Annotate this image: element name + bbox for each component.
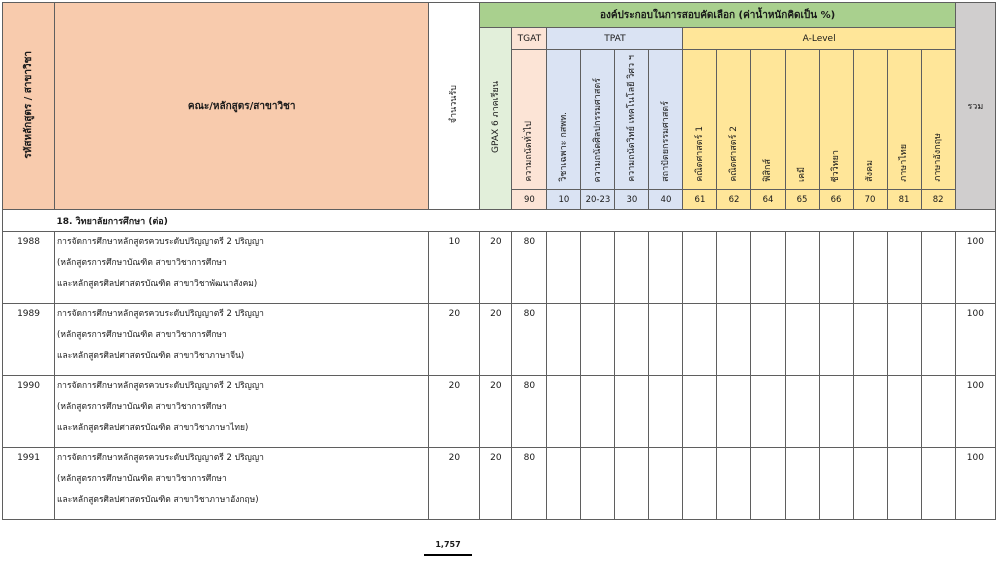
total-weight: 100 [955, 304, 995, 376]
admission-table [2, 2, 996, 520]
table-row [3, 232, 996, 304]
empty-weight-cell [615, 304, 649, 376]
subject-header: ภาษาไทย [887, 50, 921, 190]
empty-weight-cell [853, 376, 887, 448]
program-name-line: และหลักสูตรศิลปศาสตรบัณฑิต สาขาวิชาภาษาอังกฤษ) [57, 495, 259, 505]
empty-weight-cell [581, 376, 615, 448]
code-column-header: รหัสหลักสูตร / สาขาวิชา [3, 3, 55, 210]
intake-count: 20 [429, 448, 480, 520]
empty-weight-cell [649, 304, 683, 376]
program-name-line: (หลักสูตรการศึกษาบัณฑิต สาขาวิชาการศึกษา [57, 474, 227, 484]
total-weight: 100 [955, 448, 995, 520]
empty-weight-cell [615, 376, 649, 448]
empty-weight-cell [683, 304, 717, 376]
empty-weight-cell [547, 448, 581, 520]
empty-weight-cell [819, 376, 853, 448]
empty-weight-cell [887, 304, 921, 376]
components-header: องค์ประกอบในการสอบคัดเลือก (ค่าน้ำหนักคิดเป็น %) [480, 3, 955, 28]
empty-weight-cell [717, 376, 751, 448]
empty-weight-cell [853, 232, 887, 304]
program-name-line: การจัดการศึกษาหลักสูตรควบระดับปริญญาตรี 2 ปริญญา [57, 309, 264, 319]
intake-count: 20 [429, 376, 480, 448]
program-name-line: การจัดการศึกษาหลักสูตรควบระดับปริญญาตรี 2 ปริญญา [57, 237, 264, 247]
program-name-line: และหลักสูตรศิลปศาสตรบัณฑิต สาขาวิชาภาษาจีน) [57, 351, 245, 361]
total-column-header: รวม [955, 3, 995, 210]
empty-weight-cell [649, 376, 683, 448]
subject-code: 30 [615, 190, 649, 210]
empty-weight-cell [649, 232, 683, 304]
table-row [3, 448, 996, 520]
subject-code: 61 [683, 190, 717, 210]
empty-weight-cell [615, 448, 649, 520]
empty-weight-cell [921, 232, 955, 304]
program-name [55, 448, 429, 520]
empty-weight-cell [887, 448, 921, 520]
subject-header: ความถนัดศิลปกรรมศาสตร์ [581, 50, 615, 190]
empty-weight-cell [819, 304, 853, 376]
table-row [3, 304, 996, 376]
tgat-group-header: TGAT [512, 28, 547, 50]
tpat-group-header: TPAT [547, 28, 683, 50]
subject-code: 66 [819, 190, 853, 210]
tgat-weight: 80 [512, 376, 547, 448]
count-column-header: จำนวนรับ [429, 3, 480, 210]
program-code: 1990 [3, 376, 55, 448]
empty-weight-cell [887, 232, 921, 304]
empty-weight-cell [751, 304, 785, 376]
empty-weight-cell [547, 376, 581, 448]
empty-weight-cell [887, 376, 921, 448]
program-name [55, 232, 429, 304]
program-name-line: (หลักสูตรการศึกษาบัณฑิต สาขาวิชาการศึกษา [57, 330, 227, 340]
empty-weight-cell [547, 304, 581, 376]
empty-weight-cell [819, 232, 853, 304]
subject-code: 70 [853, 190, 887, 210]
gpax-weight: 20 [480, 448, 512, 520]
empty-weight-cell [921, 304, 955, 376]
empty-weight-cell [717, 304, 751, 376]
subject-code: 82 [921, 190, 955, 210]
empty-weight-cell [615, 232, 649, 304]
empty-weight-cell [921, 448, 955, 520]
program-name [55, 376, 429, 448]
gpax-weight: 20 [480, 304, 512, 376]
tgat-weight: 80 [512, 448, 547, 520]
empty-weight-cell [717, 232, 751, 304]
empty-weight-cell [785, 376, 819, 448]
gpax-weight: 20 [480, 376, 512, 448]
program-code: 1991 [3, 448, 55, 520]
subject-header: สังคม [853, 50, 887, 190]
gpax-column-header: GPAX 6 ภาคเรียน [480, 28, 512, 210]
subject-header: คณิตศาสตร์ 2 [717, 50, 751, 190]
subject-code: 62 [717, 190, 751, 210]
tgat-weight: 80 [512, 232, 547, 304]
subject-code: 64 [751, 190, 785, 210]
program-name-line: และหลักสูตรศิลปศาสตรบัณฑิต สาขาวิชาพัฒนาสังคม) [57, 279, 258, 289]
empty-weight-cell [547, 232, 581, 304]
total-weight: 100 [955, 232, 995, 304]
empty-weight-cell [683, 376, 717, 448]
subject-header: วิชาเฉพาะ กสพท. [547, 50, 581, 190]
empty-weight-cell [581, 232, 615, 304]
program-name-line: (หลักสูตรการศึกษาบัณฑิต สาขาวิชาการศึกษา [57, 402, 227, 412]
subject-code: 10 [547, 190, 581, 210]
empty-weight-cell [819, 448, 853, 520]
alevel-group-header: A-Level [683, 28, 955, 50]
program-code: 1988 [3, 232, 55, 304]
table-row [3, 376, 996, 448]
subject-code: 20-23 [581, 190, 615, 210]
program-name-line: การจัดการศึกษาหลักสูตรควบระดับปริญญาตรี 2 ปริญญา [57, 381, 264, 391]
empty-weight-cell [921, 376, 955, 448]
tgat-weight: 80 [512, 304, 547, 376]
subject-header: สถาปัตยกรรมศาสตร์ [649, 50, 683, 190]
section-title: 18. วิทยาลัยการศึกษา (ต่อ) [55, 210, 956, 232]
empty-weight-cell [683, 448, 717, 520]
empty-weight-cell [581, 304, 615, 376]
subject-code: 65 [785, 190, 819, 210]
subject-code: 81 [887, 190, 921, 210]
empty-weight-cell [751, 232, 785, 304]
subject-header: ความถนัดวิทย์ เทคโนโลยี วิศว ฯ [615, 50, 649, 190]
empty-weight-cell [649, 448, 683, 520]
empty-weight-cell [581, 448, 615, 520]
section-spacer [955, 210, 995, 232]
empty-weight-cell [785, 448, 819, 520]
subject-code: 90 [512, 190, 547, 210]
subject-header: ฟิสิกส์ [751, 50, 785, 190]
empty-weight-cell [751, 448, 785, 520]
program-name-line: (หลักสูตรการศึกษาบัณฑิต สาขาวิชาการศึกษา [57, 258, 227, 268]
empty-weight-cell [785, 304, 819, 376]
subject-header: คณิตศาสตร์ 1 [683, 50, 717, 190]
subject-header: ชีววิทยา [819, 50, 853, 190]
empty-weight-cell [785, 232, 819, 304]
total-weight: 100 [955, 376, 995, 448]
section-spacer [3, 210, 55, 232]
intake-count: 20 [429, 304, 480, 376]
subject-code: 40 [649, 190, 683, 210]
program-name [55, 304, 429, 376]
empty-weight-cell [751, 376, 785, 448]
program-name-line: การจัดการศึกษาหลักสูตรควบระดับปริญญาตรี 2 ปริญญา [57, 453, 264, 463]
empty-weight-cell [853, 448, 887, 520]
grand-total-underline [424, 554, 472, 556]
subject-header: ความถนัดทั่วไป [512, 50, 547, 190]
empty-weight-cell [853, 304, 887, 376]
faculty-column-header: คณะ/หลักสูตร/สาขาวิชา [55, 3, 429, 210]
program-code: 1989 [3, 304, 55, 376]
subject-header: เคมี [785, 50, 819, 190]
empty-weight-cell [683, 232, 717, 304]
subject-header: ภาษาอังกฤษ [921, 50, 955, 190]
program-name-line: และหลักสูตรศิลปศาสตรบัณฑิต สาขาวิชาภาษาไทย) [57, 423, 249, 433]
gpax-weight: 20 [480, 232, 512, 304]
intake-count: 10 [429, 232, 480, 304]
grand-total: 1,757 [435, 540, 461, 549]
empty-weight-cell [717, 448, 751, 520]
